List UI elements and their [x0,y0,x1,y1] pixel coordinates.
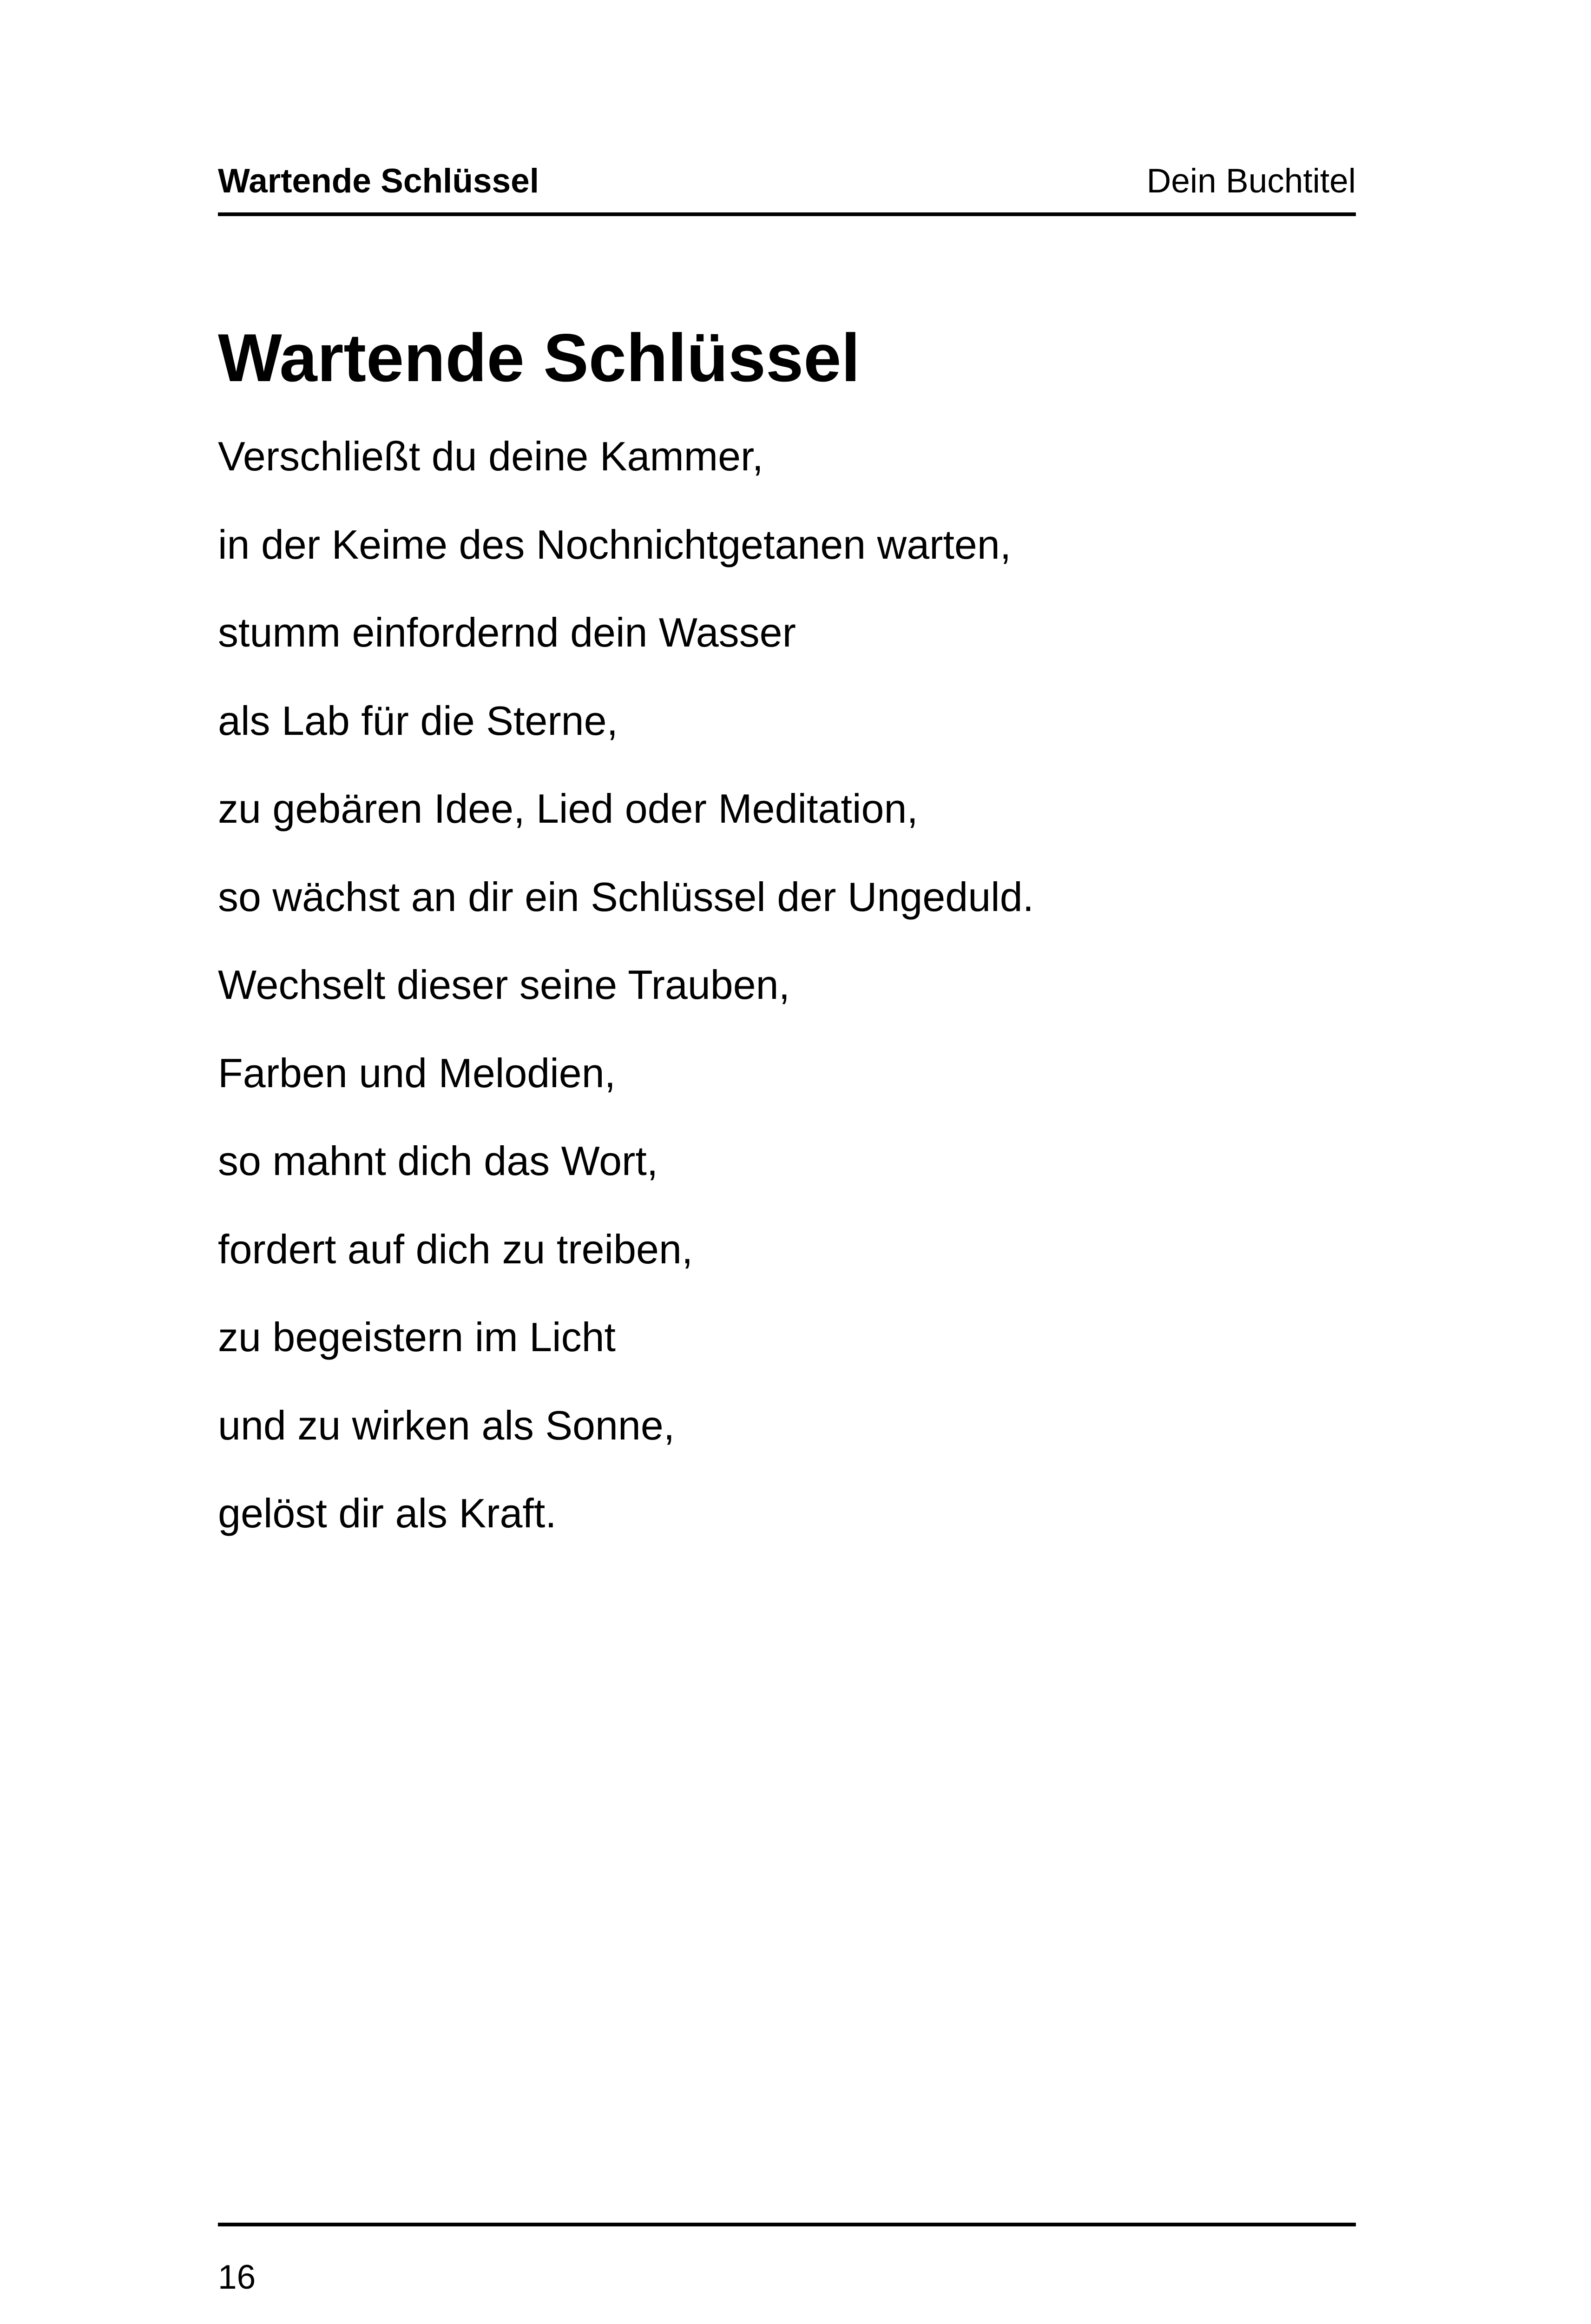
poem-body [218,429,1034,1574]
poem-line: so mahnt dich das Wort, [218,1138,658,1184]
poem-line: stumm einfordernd dein Wasser [218,609,796,655]
poem-line: zu gebären Idee, Lied oder Meditation, [218,786,918,832]
footer-divider [218,2223,1356,2226]
poem-line: fordert auf dich zu treiben, [218,1226,693,1272]
poem-title: Wartende Schlüssel [218,320,861,396]
poem-line: zu begeistern im Licht [218,1314,616,1360]
poem-line: und zu wirken als Sonne, [218,1402,675,1448]
poem-line: als Lab für die Sterne, [218,697,618,744]
header-book-title: Dein Buchtitel [1146,162,1356,200]
poem-line: so wächst an dir ein Schlüssel der Ungeduld. [218,873,1034,920]
poem-line: in der Keime des Nochnichtgetanen warten, [218,521,1012,568]
running-header [218,163,1356,200]
poem-line: Wechselt dieser seine Trauben, [218,962,790,1008]
header-divider [218,212,1356,216]
poem-line: Farben und Melodien, [218,1050,616,1096]
poem-line: gelöst dir als Kraft. [218,1490,557,1536]
header-chapter-title: Wartende Schlüssel [218,162,539,200]
poem-line: Verschließt du deine Kammer, [218,433,763,479]
page-number: 16 [218,2258,256,2296]
